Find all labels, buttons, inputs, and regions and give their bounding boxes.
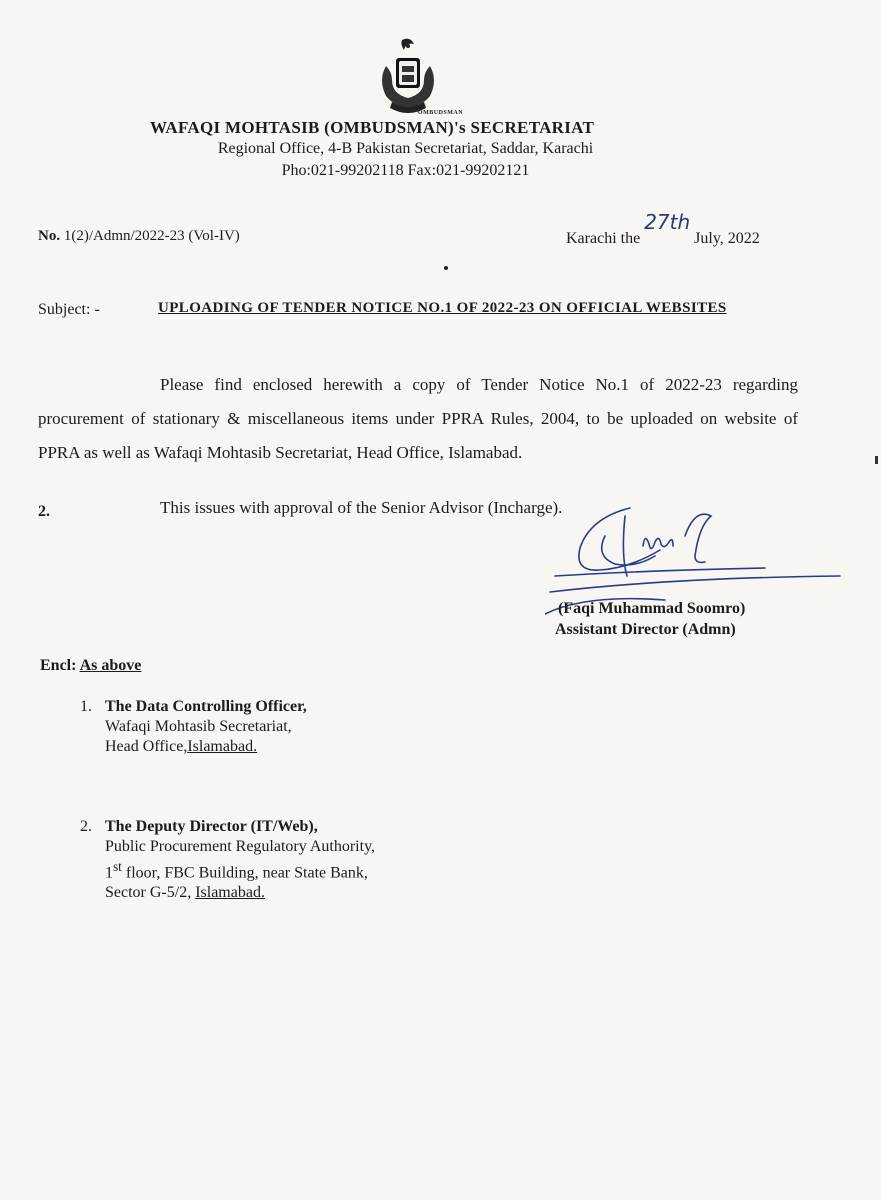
addressee-line: Public Procurement Regulatory Authority, [105,838,376,855]
organization-address: Regional Office, 4-B Pakistan Secretariat, Saddar, Karachi [217,140,594,157]
handwritten-day: 27th [644,210,691,234]
reference-value: 1(2)/Admn/2022-23 (Vol-IV) [63,228,240,244]
scan-edge-mark [875,456,878,464]
addressee-city: Islamabad. [195,884,265,902]
organization-phone-fax: Pho:021-99202118 Fax:021-99202121 [281,162,530,179]
body-paragraph-2: This issues with approval of the Senior Advisor (Incharge). [160,498,563,517]
addressee-number: 1. [80,698,92,715]
addressee-line-prefix: Head Office, [105,738,188,755]
addressee-title: The Deputy Director (IT/Web), [105,818,318,835]
addressee-title: The Data Controlling Officer, [105,698,307,715]
scan-speck [444,266,448,270]
enclosure-value: As above [79,657,142,674]
paragraph-2-number: 2. [38,503,50,520]
enclosure-label: Encl: [40,657,77,674]
reference-number [38,228,240,245]
reference-label: No. [38,228,61,244]
subject-value: UPLOADING OF TENDER NOTICE NO.1 OF 2022-23 ON OFFICIAL WEBSITES [158,300,727,316]
date-prefix: Karachi the [566,230,641,247]
signatory-title: Assistant Director (Admn) [555,621,736,638]
addressee-line-rest: floor, FBC Building, near State Bank, [121,864,368,882]
signatory-name: (Faqi Muhammad Soomro) [558,600,746,617]
organization-name: WAFAQI MOHTASIB (OMBUDSMAN)'s SECRETARIAT [150,118,595,137]
addressee-line [80,737,307,757]
subject-text [158,297,788,319]
addressee-1 [80,697,307,757]
body-paragraph-1: Please find enclosed herewith a copy of Tender Notice No.1 of 2022-23 regarding procurement of stationary & miscellaneous items under PPRA Rules, 2004, to be uploaded on website of PPRA as well as Wafaqi Mohtasib Secretariat, Head Office, Islamabad. [38,375,798,462]
addressee-line-prefix: Sector G-5/2, [105,884,196,902]
floor-ordinal: st [113,859,122,874]
addressee-line [80,883,375,903]
enclosure-line [40,657,141,675]
addressee-2 [80,817,375,903]
floor-number: 1 [105,864,113,882]
addressee-number: 2. [80,818,92,835]
emblem-caption: OMBUDSMAN [417,110,464,116]
subject-label: Subject: - [38,301,100,318]
addressee-line [80,857,375,883]
letter-date [566,210,760,248]
date-month-year: July, 2022 [694,230,760,247]
addressee-line: Wafaqi Mohtasib Secretariat, [105,718,292,735]
addressee-city: Islamabad. [187,738,258,755]
